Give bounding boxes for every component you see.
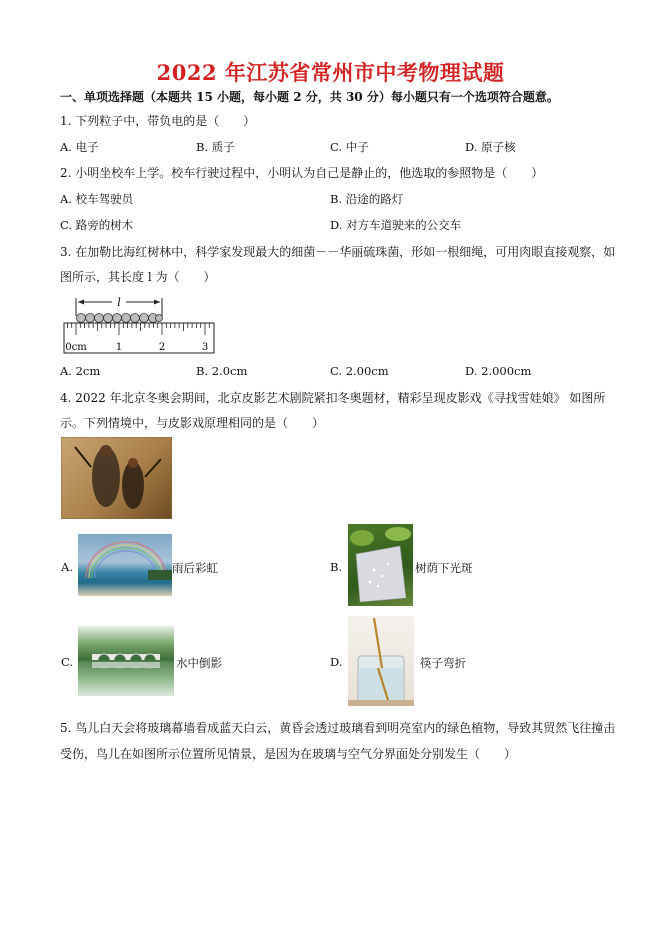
- rainbow-image: [78, 534, 172, 596]
- ruler-figure: [60, 290, 220, 356]
- question-4-stem-line-2: 示。下列情境中，与皮影戏原理相同的是（ ）: [60, 416, 325, 430]
- ruler-label-1: 1: [115, 342, 123, 353]
- arrowhead-right: [154, 300, 160, 305]
- q2-option-c: C. 路旁的树木: [60, 218, 134, 232]
- q1-option-c: C. 中子: [330, 140, 369, 154]
- q2-option-b: B. 沿途的路灯: [330, 192, 404, 206]
- shadow-puppet-image: [61, 437, 172, 519]
- question-3-stem-line-1: 3. 在加勒比海红树林中，科学家发现最大的细菌－－华丽硫珠菌，形如一根细绳，可用肉眼直接观察，如: [60, 245, 616, 259]
- question-2-stem: 2. 小明坐校车上学。校车行驶过程中，小明认为自己是静止的，他选取的参照物是（ ）: [60, 166, 544, 180]
- arrowhead-left: [78, 300, 84, 305]
- q3-option-b: B. 2.0cm: [196, 364, 248, 378]
- question-5-stem-line-1: 5. 鸟儿白天会将玻璃幕墙看成蓝天白云，黄昏会透过玻璃看到明亮室内的绿色植物，导致其贸然飞往撞击: [60, 721, 616, 735]
- ruler-label-0: 0cm: [65, 342, 87, 353]
- q4-option-b-caption: 树荫下光斑: [415, 561, 473, 575]
- q3-option-a: A. 2cm: [60, 364, 101, 378]
- question-4-stem-line-1: 4. 2022 年北京冬奥会期间，北京皮影艺术剧院紧扣冬奥题材，精彩呈现皮影戏《寻找雪娃娘》 如图所: [60, 391, 606, 405]
- ruler-label-3: 3: [201, 342, 209, 353]
- q4-option-a-caption: 雨后彩虹: [172, 561, 218, 575]
- q4-option-d-letter: D.: [330, 655, 343, 669]
- ruler-label-2: 2: [158, 342, 166, 353]
- page-title: 2022 年江苏省常州市中考物理试题: [156, 60, 505, 85]
- q2-option-d: D. 对方车道驶来的公交车: [330, 218, 462, 232]
- question-5-stem-line-2: 受伤，鸟儿在如图所示位置所见情景，是因为在玻璃与空气分界面处分别发生（ ）: [60, 747, 517, 761]
- question-1-stem: 1. 下列粒子中，带负电的是（ ）: [60, 114, 256, 128]
- q3-option-d: D. 2.000cm: [465, 364, 532, 378]
- q1-option-b: B. 质子: [196, 140, 235, 154]
- q4-option-c-caption: 水中倒影: [176, 656, 222, 670]
- section-header: 一、单项选择题（本题共 15 小题，每小题 2 分，共 30 分）每小题只有一个选项符合题意。: [60, 90, 559, 104]
- bacterium-chain: [77, 314, 163, 323]
- q3-option-c: C. 2.00cm: [330, 364, 389, 378]
- q4-option-d-caption: 筷子弯折: [420, 656, 466, 670]
- question-3-stem-line-2: 图所示，其长度 l 为（ ）: [60, 270, 216, 284]
- q1-option-a: A. 电子: [60, 140, 99, 154]
- tree-shade-image: [348, 524, 413, 606]
- q1-option-d: D. 原子核: [465, 140, 516, 154]
- bent-chopstick-image: [348, 616, 414, 706]
- q4-option-a-letter: A.: [61, 560, 73, 574]
- water-reflection-image: [78, 626, 174, 696]
- q4-option-c-letter: C.: [61, 655, 74, 669]
- q2-option-a: A. 校车驾驶员: [60, 192, 134, 206]
- q4-option-b-letter: B.: [330, 560, 343, 574]
- length-label: l: [117, 296, 121, 309]
